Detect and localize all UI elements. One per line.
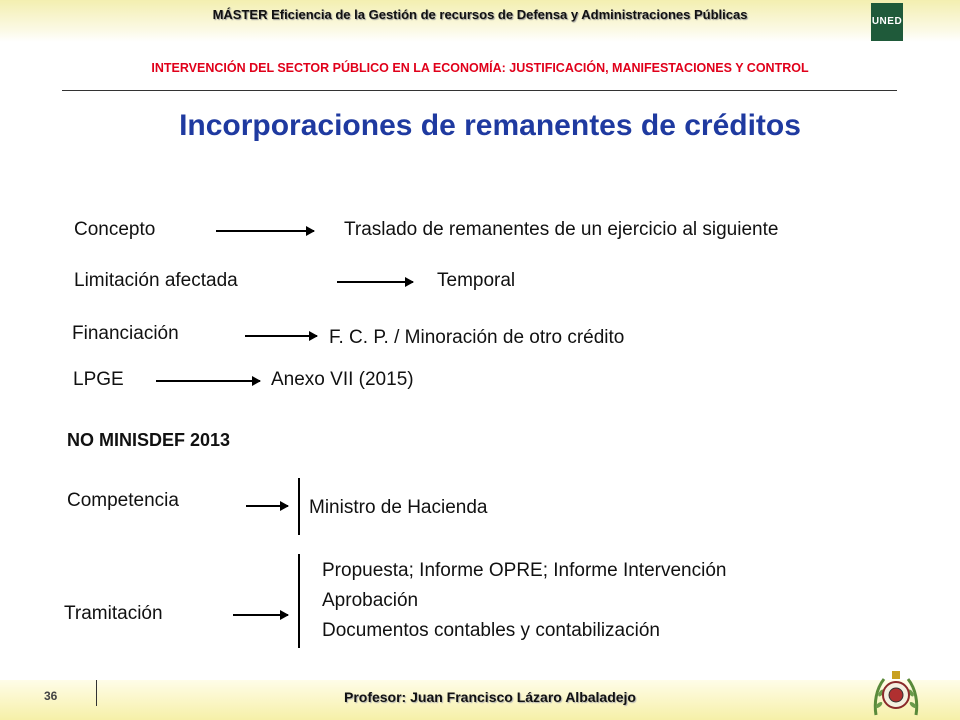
concepto-value: Traslado de remanentes de un ejercicio al siguiente	[344, 219, 779, 240]
arrow-right-icon	[216, 230, 314, 232]
financiacion-label: Financiación	[72, 323, 179, 344]
bracket-line	[298, 478, 300, 535]
competencia-value: Ministro de Hacienda	[309, 497, 488, 518]
lpge-label: LPGE	[73, 369, 124, 390]
tramitacion-step: Propuesta; Informe OPRE; Informe Intervención	[322, 560, 727, 581]
course-subject: INTERVENCIÓN DEL SECTOR PÚBLICO EN LA ECONOMÍA: JUSTIFICACIÓN, MANIFESTACIONES Y CONTROL	[151, 61, 809, 75]
master-title: MÁSTER Eficiencia de la Gestión de recursos de Defensa y Administraciones Públicas	[212, 7, 748, 22]
page-number: 36	[44, 689, 58, 703]
limitacion-label: Limitación afectada	[74, 270, 238, 291]
concepto-label: Concepto	[74, 219, 156, 240]
bracket-line	[298, 554, 300, 648]
arrow-right-icon	[337, 281, 413, 283]
tramitacion-step: Aprobación	[322, 590, 419, 611]
emblem-icon	[868, 665, 924, 720]
uned-logo: UNED	[871, 3, 903, 41]
section-heading: NO MINISDEF 2013	[67, 430, 231, 450]
arrow-right-icon	[233, 614, 288, 616]
header-divider	[62, 90, 897, 91]
tramitacion-label: Tramitación	[64, 603, 163, 624]
arrow-right-icon	[246, 505, 288, 507]
tramitacion-step: Documentos contables y contabilización	[322, 620, 660, 641]
professor-name: Profesor: Juan Francisco Lázaro Albaladejo	[343, 689, 636, 705]
limitacion-value: Temporal	[437, 270, 516, 291]
arrow-right-icon	[245, 335, 317, 337]
lpge-value: Anexo VII (2015)	[271, 369, 414, 390]
financiacion-value: F. C. P. / Minoración de otro crédito	[329, 327, 625, 348]
competencia-label: Competencia	[67, 490, 179, 511]
slide-title: Incorporaciones de remanentes de créditos	[179, 109, 801, 142]
arrow-right-icon	[156, 380, 260, 382]
